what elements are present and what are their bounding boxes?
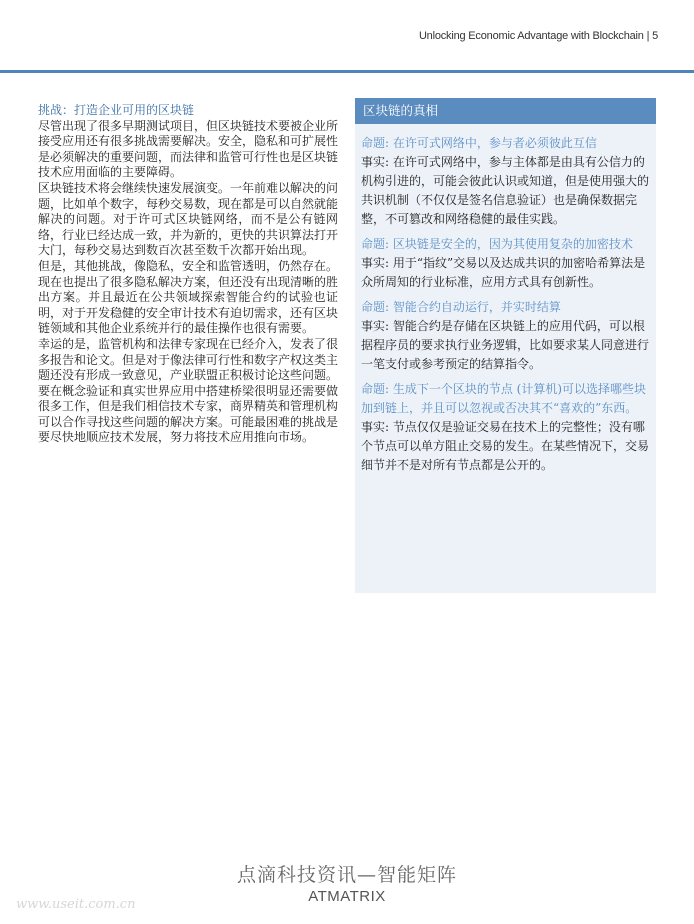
myth-claim: 命题: 生成下一个区块的节点 (计算机)可以选择哪些块加到链上，并且可以忽视或否决其不“喜欢的”东西。: [361, 382, 647, 415]
myth-fact: 事实: 节点仅仅是验证交易在技术上的完整性；没有哪个节点可以单方阻止交易的发生。在某些情况下，交易细节并不是对所有节点都是公开的。: [361, 420, 650, 472]
site-watermark: www.useit.com.cn: [16, 897, 136, 912]
header-divider: [0, 70, 694, 73]
footer-brand-title: 点滴科技资讯—智能矩阵: [236, 864, 457, 886]
myth-claim: 命题: 智能合约自动运行，并实时结算: [361, 300, 561, 314]
myths-sidebar: [355, 98, 656, 593]
article-paragraph: 要在概念验证和真实世界应用中搭建桥梁很明显还需要做很多工作，但是我们相信技术专家，商界精英和管理机构可以合作寻找这些问题的解决方案。可能最困难的挑战是要尽快地顺应技术发展，努力将技术应用推向市场。: [38, 383, 339, 445]
myth-claim: 命题: 在许可式网络中，参与者必须彼此互信: [361, 136, 597, 150]
article-paragraph: 但是，其他挑战，像隐私，安全和监管透明，仍然存在。现在也提出了很多隐私解决方案，但还没有出现清晰的胜出方案。并且最近在公共领域探索智能合约的试验也证明，对于开发稳健的安全审计技术有迫切需求，还有区块链领域和其他企业系统并行的最佳操作也很有需要。: [38, 258, 339, 336]
article-paragraph: 区块链技术将会继续快速发展演变。一年前难以解决的问题，比如单个数字，每秒交易数，现在都是可以自然就能解决的问题。对于许可式区块链网络，而不是公有链网络，行业已经达成一致，并为新的，更快的共识算法打开大门，每秒交易达到数百次甚至数千次都开始出现。: [38, 180, 339, 258]
footer-brand-subtitle: ATMATRIX: [308, 888, 386, 905]
myth-fact: 事实: 智能合约是存储在区块链上的应用代码，可以根据程序员的要求执行业务逻辑，比如要求某人同意进行一笔支付或参考预定的结算指令。: [361, 319, 650, 371]
myth-fact: 事实: 用于“指纹”交易以及达成共识的加密哈希算法是众所周知的行业标准，应用方式具有创新性。: [361, 256, 646, 289]
main-article: [38, 103, 338, 446]
myth-fact: 事实: 在许可式网络中，参与主体都是由具有公信力的机构引进的，可能会彼此认识或知道，但是使用强大的共识机制（不仅仅是签名信息验证）也是确保数据完整，不可篡改和网络稳健的最佳实践。: [361, 155, 650, 226]
article-paragraph: 幸运的是，监管机构和法律专家现在已经介入，发表了很多报告和论文。但是对于像法律可行性和数字产权这类主题还没有形成一致意见，产业联盟正积极讨论这些问题。: [38, 336, 339, 383]
running-header: Unlocking Economic Advantage with Blockchain | 5: [418, 30, 658, 42]
sidebar-title: 区块链的真相: [355, 98, 656, 124]
article-paragraph: 尽管出现了很多早期测试项目，但区块链技术要被企业所接受应用还有很多挑战需要解决。安全，隐私和可扩展性是必须解决的重要问题，而法律和监管可行性也是区块链技术应用面临的主要障碍。: [38, 118, 339, 180]
myth-claim: 命题: 区块链是安全的，因为其使用复杂的加密技术: [361, 237, 633, 251]
article-heading: 挑战：打造企业可用的区块链: [38, 103, 195, 117]
